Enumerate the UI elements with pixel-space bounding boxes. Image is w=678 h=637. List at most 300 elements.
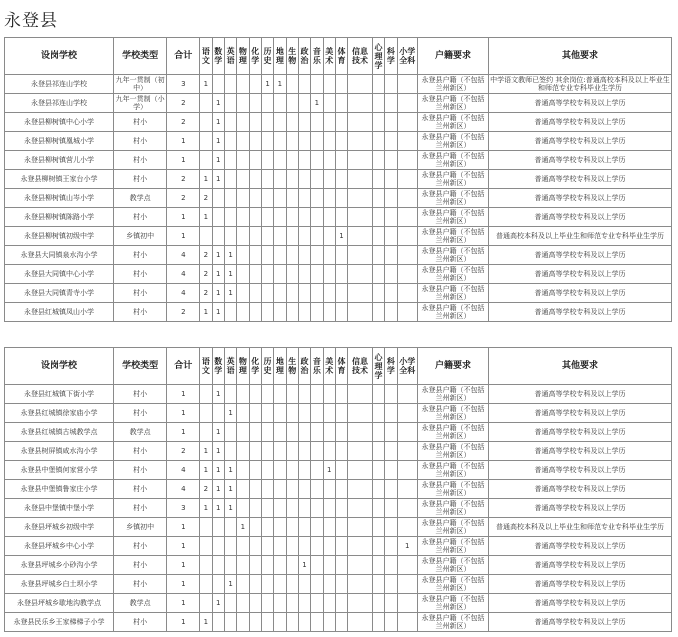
subject-count-cell (274, 151, 286, 170)
subject-count-cell (385, 132, 397, 151)
total-cell: 1 (167, 594, 200, 613)
other-requirements-cell: 普通高等学校专科及以上学历 (488, 594, 671, 613)
subject-count-cell (237, 499, 249, 518)
subject-count-cell (274, 499, 286, 518)
school-type-cell: 教学点 (113, 594, 166, 613)
subject-count-cell (274, 208, 286, 227)
subject-count-cell (274, 442, 286, 461)
subject-count-cell (286, 151, 298, 170)
page-title: 永登县 (4, 11, 58, 31)
subject-count-cell (323, 94, 335, 113)
subject-count-cell (372, 461, 384, 480)
subject-count-cell (261, 575, 273, 594)
subject-count-cell (286, 246, 298, 265)
subject-count-cell (348, 613, 373, 632)
subject-count-cell (237, 151, 249, 170)
subject-count-cell (212, 518, 224, 537)
subject-count-cell (298, 594, 310, 613)
table-row (5, 170, 672, 189)
subject-count-cell (385, 404, 397, 423)
subject-count-cell (286, 132, 298, 151)
table-row (5, 265, 672, 284)
subject-count-cell (261, 132, 273, 151)
table-row (5, 594, 672, 613)
table-row (5, 499, 672, 518)
subject-count-cell: 1 (200, 442, 212, 461)
subject-count-cell (286, 75, 298, 94)
subject-count-cell (224, 151, 236, 170)
subject-count-cell (335, 442, 347, 461)
subject-count-cell (372, 499, 384, 518)
subject-count-cell (335, 423, 347, 442)
school-type-cell: 教学点 (113, 189, 166, 208)
total-cell: 2 (167, 442, 200, 461)
subject-count-cell (372, 404, 384, 423)
subject-count-cell (335, 208, 347, 227)
subject-count-cell (224, 208, 236, 227)
subject-count-cell (385, 284, 397, 303)
header-subject: 化学 (249, 348, 261, 385)
hukou-cell: 永登县户籍（不包括兰州新区） (418, 265, 489, 284)
subject-count-cell (274, 594, 286, 613)
other-requirements-cell: 普通高等学校专科及以上学历 (488, 423, 671, 442)
subject-count-cell (372, 246, 384, 265)
subject-count-cell (298, 170, 310, 189)
subject-count-cell (323, 499, 335, 518)
hukou-cell: 永登县户籍（不包括兰州新区） (418, 613, 489, 632)
table-row (5, 208, 672, 227)
subject-count-cell (249, 94, 261, 113)
hukou-cell: 永登县户籍（不包括兰州新区） (418, 189, 489, 208)
subject-count-cell (397, 94, 418, 113)
school-type-cell: 村小 (113, 284, 166, 303)
subject-count-cell (249, 189, 261, 208)
subject-count-cell (298, 480, 310, 499)
subject-count-cell (249, 246, 261, 265)
subject-count-cell (298, 151, 310, 170)
hukou-cell: 永登县户籍（不包括兰州新区） (418, 284, 489, 303)
school-name-cell: 永登县柳树镇营儿小学 (5, 151, 114, 170)
subject-count-cell (286, 227, 298, 246)
total-cell: 2 (167, 189, 200, 208)
subject-count-cell (335, 303, 347, 322)
subject-count-cell (274, 461, 286, 480)
subject-count-cell (323, 480, 335, 499)
other-requirements-cell: 普通高等学校专科及以上学历 (488, 208, 671, 227)
subject-count-cell (335, 151, 347, 170)
total-cell: 4 (167, 246, 200, 265)
subject-count-cell (237, 75, 249, 94)
subject-count-cell (372, 94, 384, 113)
school-type-cell: 村小 (113, 208, 166, 227)
subject-count-cell (311, 227, 323, 246)
subject-count-cell (249, 613, 261, 632)
subject-count-cell: 1 (212, 499, 224, 518)
header-subject: 体育 (335, 348, 347, 385)
subject-count-cell (261, 303, 273, 322)
subject-count-cell (298, 189, 310, 208)
subject-count-cell (372, 480, 384, 499)
subject-count-cell (372, 151, 384, 170)
subject-count-cell (385, 461, 397, 480)
subject-count-cell (311, 265, 323, 284)
header-subject: 信息技术 (348, 38, 373, 75)
subject-count-cell (286, 113, 298, 132)
subject-count-cell (385, 208, 397, 227)
subject-count-cell (348, 575, 373, 594)
subject-count-cell (286, 499, 298, 518)
total-cell: 1 (167, 518, 200, 537)
subject-count-cell (261, 442, 273, 461)
total-cell: 2 (167, 303, 200, 322)
total-cell: 1 (167, 208, 200, 227)
subject-count-cell (311, 284, 323, 303)
subject-count-cell (311, 556, 323, 575)
school-type-cell: 村小 (113, 385, 166, 404)
header-subject: 心理学 (372, 38, 384, 75)
subject-count-cell (397, 208, 418, 227)
table-row (5, 246, 672, 265)
subject-count-cell (261, 404, 273, 423)
subject-count-cell (237, 442, 249, 461)
school-name-cell: 永登县红城镇徐家庙小学 (5, 404, 114, 423)
subject-count-cell (224, 442, 236, 461)
header-total: 合计 (167, 38, 200, 75)
subject-count-cell (348, 480, 373, 499)
subject-count-cell (237, 94, 249, 113)
subject-count-cell (323, 537, 335, 556)
subject-count-cell (372, 385, 384, 404)
subject-count-cell (311, 423, 323, 442)
subject-count-cell: 1 (212, 170, 224, 189)
subject-count-cell (237, 132, 249, 151)
hukou-cell: 永登县户籍（不包括兰州新区） (418, 423, 489, 442)
subject-count-cell (274, 537, 286, 556)
subject-count-cell: 1 (212, 480, 224, 499)
total-cell: 4 (167, 265, 200, 284)
header-subject: 生物 (286, 38, 298, 75)
header-subject: 体育 (335, 38, 347, 75)
subject-count-cell: 1 (397, 537, 418, 556)
subject-count-cell (249, 208, 261, 227)
subject-count-cell (274, 556, 286, 575)
school-type-cell: 村小 (113, 404, 166, 423)
subject-count-cell (274, 423, 286, 442)
hukou-cell: 永登县户籍（不包括兰州新区） (418, 94, 489, 113)
subject-count-cell: 1 (212, 246, 224, 265)
subject-count-cell (397, 594, 418, 613)
subject-count-cell (372, 208, 384, 227)
subject-count-cell: 1 (212, 303, 224, 322)
subject-count-cell (311, 151, 323, 170)
subject-count-cell (200, 556, 212, 575)
subject-count-cell (237, 208, 249, 227)
school-name-cell: 永登县树屏镇咸水沟小学 (5, 442, 114, 461)
header-total: 合计 (167, 348, 200, 385)
header-subject: 音乐 (311, 348, 323, 385)
hukou-cell: 永登县户籍（不包括兰州新区） (418, 227, 489, 246)
hukou-cell: 永登县户籍（不包括兰州新区） (418, 518, 489, 537)
subject-count-cell (224, 189, 236, 208)
subject-count-cell (335, 170, 347, 189)
subject-count-cell (261, 518, 273, 537)
subject-count-cell (224, 613, 236, 632)
subject-count-cell (397, 499, 418, 518)
subject-count-cell (286, 461, 298, 480)
subject-count-cell (335, 404, 347, 423)
subject-count-cell (348, 151, 373, 170)
subject-count-cell (323, 208, 335, 227)
subject-count-cell (397, 265, 418, 284)
subject-count-cell (335, 132, 347, 151)
subject-count-cell (261, 170, 273, 189)
subject-count-cell (249, 385, 261, 404)
subject-count-cell (335, 480, 347, 499)
subject-count-cell (372, 613, 384, 632)
subject-count-cell (224, 75, 236, 94)
subject-count-cell: 1 (224, 499, 236, 518)
subject-count-cell: 1 (224, 461, 236, 480)
subject-count-cell (237, 227, 249, 246)
subject-count-cell: 1 (212, 94, 224, 113)
subject-count-cell (323, 556, 335, 575)
subject-count-cell (286, 575, 298, 594)
subject-count-cell (298, 461, 310, 480)
subject-count-cell (274, 94, 286, 113)
subject-count-cell (311, 442, 323, 461)
subject-count-cell: 1 (212, 265, 224, 284)
subject-count-cell (249, 404, 261, 423)
header-school-type: 学校类型 (113, 38, 166, 75)
subject-count-cell (397, 613, 418, 632)
other-requirements-cell: 普通高等学校专科及以上学历 (488, 575, 671, 594)
subject-count-cell (286, 423, 298, 442)
subject-count-cell (249, 556, 261, 575)
subject-count-cell: 2 (200, 284, 212, 303)
header-school-type: 学校类型 (113, 348, 166, 385)
subject-count-cell (311, 170, 323, 189)
subject-count-cell (372, 284, 384, 303)
total-cell: 3 (167, 75, 200, 94)
other-requirements-cell: 普通高等学校专科及以上学历 (488, 132, 671, 151)
subject-count-cell (212, 575, 224, 594)
total-cell: 3 (167, 499, 200, 518)
subject-count-cell (348, 556, 373, 575)
subject-count-cell (298, 442, 310, 461)
subject-count-cell (261, 227, 273, 246)
subject-count-cell (348, 537, 373, 556)
table-row (5, 227, 672, 246)
school-name-cell: 永登县中堡镇鲁家庄小学 (5, 480, 114, 499)
subject-count-cell (385, 113, 397, 132)
subject-count-cell (372, 442, 384, 461)
subject-count-cell (261, 284, 273, 303)
subject-count-cell (348, 265, 373, 284)
header-subject: 地理 (274, 38, 286, 75)
school-type-cell: 村小 (113, 170, 166, 189)
subject-count-cell (274, 246, 286, 265)
school-type-cell: 村小 (113, 556, 166, 575)
subject-count-cell (335, 75, 347, 94)
other-requirements-cell: 普通高等学校专科及以上学历 (488, 442, 671, 461)
school-name-cell: 永登县红城镇凤山小学 (5, 303, 114, 322)
subject-count-cell (348, 227, 373, 246)
header-subject: 科学 (385, 38, 397, 75)
subject-count-cell (286, 480, 298, 499)
subject-count-cell (323, 265, 335, 284)
subject-count-cell (323, 189, 335, 208)
subject-count-cell (311, 480, 323, 499)
subject-count-cell (385, 227, 397, 246)
subject-count-cell (200, 423, 212, 442)
subject-count-cell (348, 303, 373, 322)
school-type-cell: 村小 (113, 613, 166, 632)
subject-count-cell (274, 613, 286, 632)
subject-count-cell: 1 (224, 246, 236, 265)
total-cell: 1 (167, 575, 200, 594)
school-name-cell: 永登县祁连山学校 (5, 75, 114, 94)
header-subject: 历史 (261, 348, 273, 385)
school-type-cell: 乡镇初中 (113, 227, 166, 246)
subject-count-cell (348, 75, 373, 94)
subject-count-cell (200, 227, 212, 246)
hukou-cell: 永登县户籍（不包括兰州新区） (418, 575, 489, 594)
subject-count-cell (385, 556, 397, 575)
subject-count-cell: 2 (200, 480, 212, 499)
subject-count-cell (335, 518, 347, 537)
school-type-cell: 村小 (113, 480, 166, 499)
subject-count-cell: 2 (200, 265, 212, 284)
subject-count-cell (224, 170, 236, 189)
subject-count-cell (298, 265, 310, 284)
subject-count-cell (298, 132, 310, 151)
subject-count-cell: 2 (200, 246, 212, 265)
table-row (5, 461, 672, 480)
subject-count-cell (323, 303, 335, 322)
total-cell: 2 (167, 170, 200, 189)
school-type-cell: 村小 (113, 303, 166, 322)
subject-count-cell (311, 613, 323, 632)
school-name-cell: 永登县柳树镇王家台小学 (5, 170, 114, 189)
subject-count-cell (323, 246, 335, 265)
school-type-cell: 村小 (113, 461, 166, 480)
subject-count-cell: 1 (200, 170, 212, 189)
subject-count-cell (298, 246, 310, 265)
subject-count-cell (397, 461, 418, 480)
subject-count-cell: 1 (224, 480, 236, 499)
school-name-cell: 永登县坪城乡初级中学 (5, 518, 114, 537)
subject-count-cell (249, 575, 261, 594)
subject-count-cell (261, 189, 273, 208)
school-type-cell: 村小 (113, 265, 166, 284)
school-name-cell: 永登县红城镇下街小学 (5, 385, 114, 404)
school-name-cell: 永登县柳树镇陈路小学 (5, 208, 114, 227)
subject-count-cell (237, 385, 249, 404)
total-cell: 4 (167, 480, 200, 499)
subject-count-cell (249, 423, 261, 442)
subject-count-cell (200, 94, 212, 113)
total-cell: 1 (167, 227, 200, 246)
subject-count-cell (385, 246, 397, 265)
subject-count-cell: 1 (224, 284, 236, 303)
header-subject: 化学 (249, 38, 261, 75)
subject-count-cell (286, 404, 298, 423)
subject-count-cell (249, 265, 261, 284)
header-subject: 生物 (286, 348, 298, 385)
subject-count-cell (385, 94, 397, 113)
subject-count-cell (274, 227, 286, 246)
header-subject: 地理 (274, 348, 286, 385)
subject-count-cell (348, 94, 373, 113)
subject-count-cell (385, 613, 397, 632)
table-row (5, 189, 672, 208)
subject-count-cell: 1 (200, 208, 212, 227)
subject-count-cell (237, 284, 249, 303)
subject-count-cell (261, 265, 273, 284)
subject-count-cell (372, 556, 384, 575)
subject-count-cell (372, 113, 384, 132)
subject-count-cell (212, 613, 224, 632)
subject-count-cell (249, 461, 261, 480)
subject-count-cell: 1 (224, 575, 236, 594)
subject-count-cell (237, 113, 249, 132)
other-requirements-cell: 普通高等学校专科及以上学历 (488, 480, 671, 499)
subject-count-cell: 1 (212, 461, 224, 480)
header-subject: 语文 (200, 348, 212, 385)
school-name-cell: 永登县大同镇青寺小学 (5, 284, 114, 303)
subject-count-cell (249, 518, 261, 537)
hukou-cell: 永登县户籍（不包括兰州新区） (418, 442, 489, 461)
subject-count-cell (200, 404, 212, 423)
subject-count-cell (348, 461, 373, 480)
school-type-cell: 九年一贯制（小学） (113, 94, 166, 113)
header-subject: 历史 (261, 38, 273, 75)
subject-count-cell (348, 423, 373, 442)
subject-count-cell (311, 499, 323, 518)
subject-count-cell (286, 94, 298, 113)
subject-count-cell (372, 423, 384, 442)
subject-count-cell (274, 170, 286, 189)
subject-count-cell (286, 594, 298, 613)
subject-count-cell: 1 (200, 303, 212, 322)
subject-count-cell (335, 113, 347, 132)
subject-count-cell (298, 227, 310, 246)
subject-count-cell (397, 442, 418, 461)
subject-count-cell (286, 442, 298, 461)
subject-count-cell (311, 303, 323, 322)
subject-count-cell (323, 518, 335, 537)
subject-count-cell (348, 170, 373, 189)
table-row (5, 537, 672, 556)
subject-count-cell (397, 189, 418, 208)
subject-count-cell: 1 (212, 385, 224, 404)
subject-count-cell: 1 (200, 613, 212, 632)
header-subject: 英语 (224, 38, 236, 75)
subject-count-cell (385, 594, 397, 613)
hukou-cell: 永登县户籍（不包括兰州新区） (418, 480, 489, 499)
subject-count-cell (224, 385, 236, 404)
subject-count-cell (372, 575, 384, 594)
subject-count-cell (298, 575, 310, 594)
subject-count-cell (397, 284, 418, 303)
hukou-cell: 永登县户籍（不包括兰州新区） (418, 594, 489, 613)
subject-count-cell (237, 423, 249, 442)
subject-count-cell (261, 113, 273, 132)
header-other: 其他要求 (488, 38, 671, 75)
subject-count-cell (286, 284, 298, 303)
subject-count-cell (286, 556, 298, 575)
subject-count-cell (274, 518, 286, 537)
